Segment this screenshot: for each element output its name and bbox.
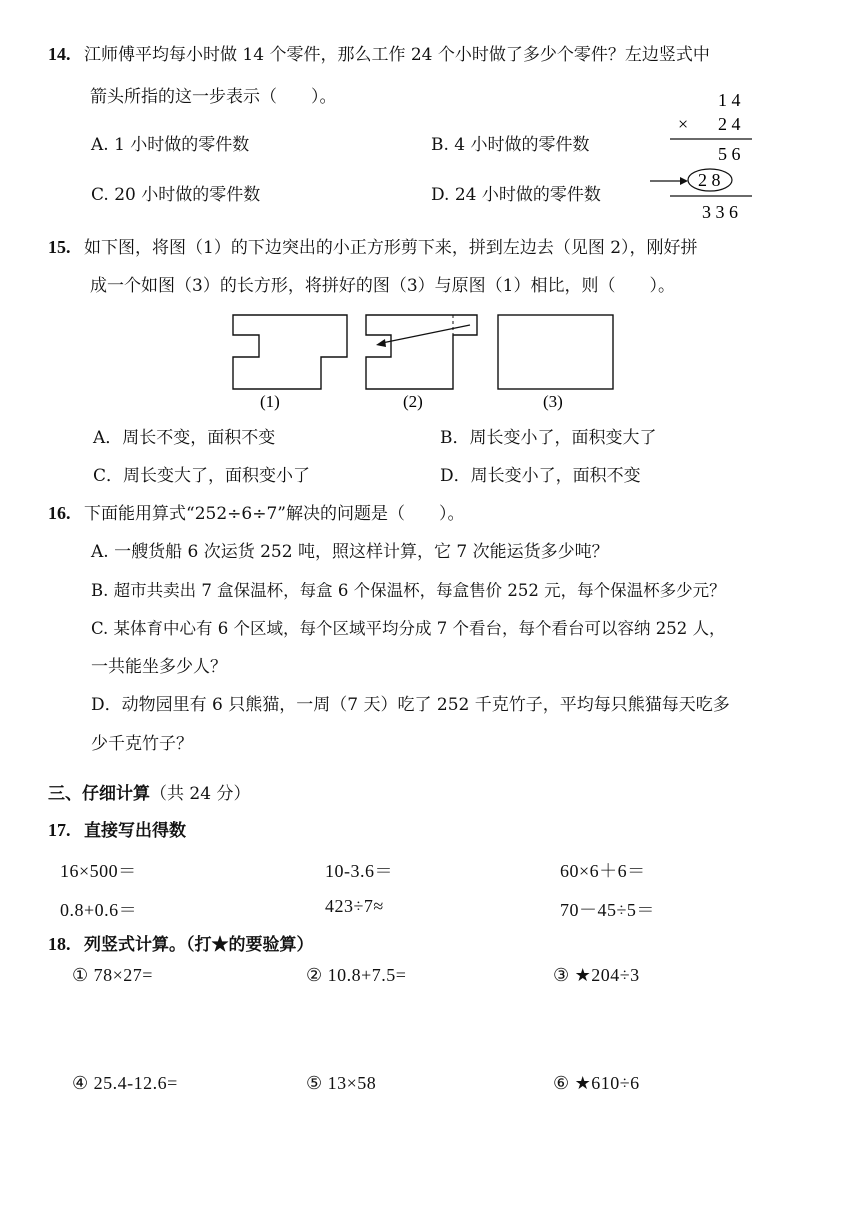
q15-option-b[interactable]: B．周长变小了，面积变大了 (440, 428, 657, 448)
q16-option-a[interactable]: A. 一艘货船 6 次运货 252 吨，照这样计算，它 7 次能运货多少吨？ (91, 542, 609, 562)
figure-2-shape (366, 315, 477, 389)
section-3-score: （共 24 分） (150, 784, 251, 804)
figure-3-rectangle (498, 315, 613, 389)
multiply-sign: × (678, 114, 689, 134)
q18-item-2: ② 10.8+7.5= (306, 965, 407, 985)
q14-number: 14. (48, 44, 71, 64)
q16-option-c-line2: 一共能坐多少人？ (91, 657, 227, 677)
figure-1-shape (233, 315, 347, 389)
q17-item-5: 423÷7≈ (325, 896, 384, 916)
figure-2-arrow-head-icon (376, 339, 386, 347)
vertical-row-multiplicand: 1 4 (718, 90, 741, 110)
q18-item-3: ③ ★204÷3 (553, 965, 640, 985)
q15-figures (225, 305, 625, 415)
q15-stem-line2: 成一个如图（3）的长方形，将拼好的图（3）与原图（1）相比，则（ ）。 (90, 276, 675, 296)
q18-number: 18. (48, 934, 71, 954)
q17-item-1: 16×500＝ (60, 861, 137, 881)
q15-option-d[interactable]: D．周长变小了，面积不变 (440, 466, 641, 486)
q15-option-a[interactable]: A．周长不变，面积不变 (93, 428, 276, 448)
q16-option-d-line1[interactable]: D．动物园里有 6 只熊猫，一周（7 天）吃了 252 千克竹子，平均每只熊猫每天吃多 (91, 695, 730, 715)
vertical-row-product: 3 3 6 (702, 202, 738, 222)
q17-item-2: 10-3.6＝ (325, 861, 393, 881)
figure-3-label: (3) (543, 392, 563, 411)
q14-option-d[interactable]: D. 24 小时做的零件数 (431, 185, 601, 205)
q18-item-1: ① 78×27= (72, 965, 153, 985)
q17-item-4: 0.8+0.6＝ (60, 900, 138, 920)
vertical-row-partial-1: 5 6 (718, 144, 741, 164)
section-3-title: 三、仔细计算 (48, 784, 150, 804)
q17-number: 17. (48, 820, 71, 840)
figure-2-label: (2) (403, 392, 423, 411)
q14-option-c[interactable]: C. 20 小时做的零件数 (91, 185, 261, 205)
q16-option-d-line2: 少千克竹子？ (91, 734, 193, 754)
vertical-row-multiplier: 2 4 (718, 114, 741, 134)
q14-vertical-multiplication (640, 80, 780, 225)
figure-2-arrow-shaft (382, 325, 470, 343)
q18-item-5: ⑤ 13×58 (306, 1073, 377, 1093)
q14-option-b[interactable]: B. 4 小时做的零件数 (431, 135, 590, 155)
q17-title: 直接写出得数 (84, 821, 186, 841)
q17-item-6: 70－45÷5＝ (560, 900, 655, 920)
arrow-head-icon (680, 177, 688, 185)
q17-item-3: 60×6＋6＝ (560, 861, 646, 881)
q18-item-4: ④ 25.4-12.6= (72, 1073, 178, 1093)
q15-stem-line1: 如下图，将图（1）的下边突出的小正方形剪下来，拼到左边去（见图 2），刚好拼 (84, 238, 698, 258)
q16-option-c-line1[interactable]: C. 某体育中心有 6 个区域，每个区域平均分成 7 个看台，每个看台可以容纳 252 人， (91, 619, 726, 638)
q14-option-a[interactable]: A. 1 小时做的零件数 (91, 135, 250, 155)
figure-1-label: (1) (260, 392, 280, 411)
q16-stem: 下面能用算式“252÷6÷7”解决的问题是（ ）。 (84, 504, 465, 524)
q18-item-6: ⑥ ★610÷6 (553, 1073, 640, 1093)
q18-title: 列竖式计算。（打★的要验算） (84, 935, 314, 955)
q15-number: 15. (48, 237, 71, 257)
vertical-row-partial-2: 2 8 (698, 170, 721, 190)
section-3-heading (48, 783, 250, 805)
q15-option-c[interactable]: C．周长变大了，面积变小了 (93, 466, 311, 486)
q16-option-b[interactable]: B. 超市共卖出 7 盒保温杯，每盒 6 个保温杯，每盒售价 252 元，每个保温杯多少元？ (91, 581, 726, 600)
q14-stem-line1: 江师傅平均每小时做 14 个零件，那么工作 24 个小时做了多少个零件？左边竖式中 (84, 45, 710, 65)
q14-stem-line2: 箭头所指的这一步表示（ ）。 (90, 87, 337, 107)
q16-number: 16. (48, 503, 71, 523)
